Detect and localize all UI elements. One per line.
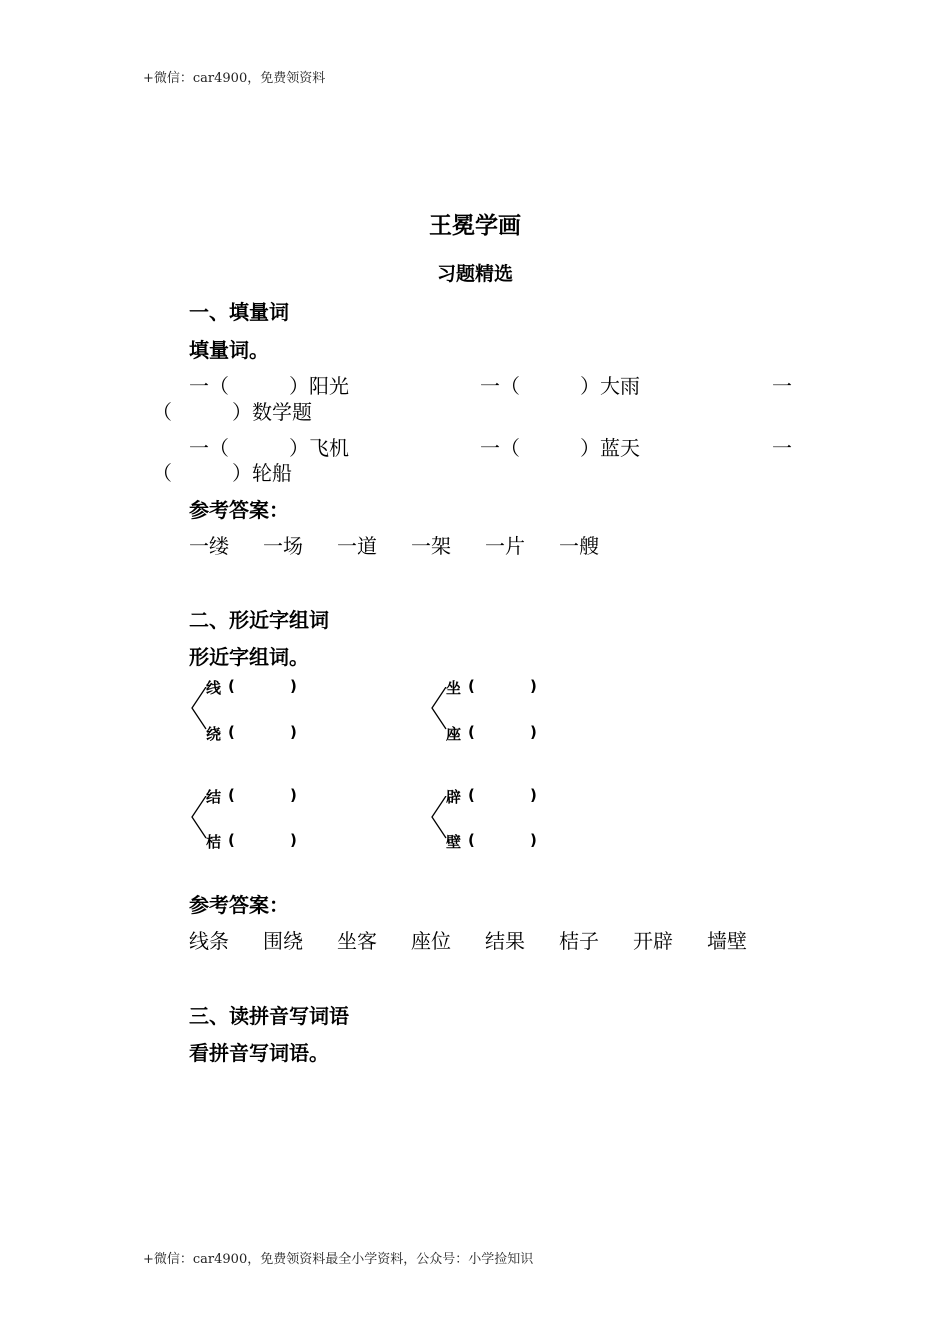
pair-char: 绕	[206, 725, 222, 743]
answer-item: 墙壁	[707, 929, 747, 953]
exercise-item: 一（ ）阳光	[189, 374, 349, 398]
exercise-item: 一（ ）大雨	[480, 374, 640, 398]
exercise-item: 一	[772, 374, 792, 398]
answer-item: 桔子	[559, 929, 599, 953]
pair-bottom	[206, 831, 297, 852]
paren: (	[228, 723, 235, 741]
paren: (	[468, 786, 475, 804]
answer-item: 开辟	[633, 929, 673, 953]
exercise-item: 一（ ）蓝天	[480, 436, 640, 460]
pair-bottom	[206, 723, 297, 744]
answer-item: 一片	[485, 534, 525, 558]
pair-bottom	[446, 831, 537, 852]
header-note: +微信：car4900，免费领资料	[143, 71, 326, 86]
pair-char: 辟	[446, 788, 462, 806]
pair-char: 座	[446, 725, 462, 743]
section2-heading: 二、形近字组词	[189, 608, 329, 632]
pair-top	[206, 786, 297, 807]
pair-bottom	[446, 723, 537, 744]
footer-note: +微信：car4900，免费领资料最全小学资料，公众号：小学捡知识	[143, 1252, 534, 1267]
section1-heading: 一、填量词	[189, 300, 289, 324]
paren: (	[468, 723, 475, 741]
pair-char: 坐	[446, 679, 462, 697]
section2-answer-label: 参考答案：	[189, 893, 289, 917]
pair-top	[446, 677, 537, 698]
section2-answers	[189, 925, 781, 954]
section1-answers	[189, 530, 633, 559]
pair-char: 壁	[446, 833, 462, 851]
paren: (	[468, 677, 475, 695]
section2-instruction: 形近字组词。	[189, 645, 309, 669]
similar-char-pair	[190, 677, 330, 743]
page-subtitle: 习题精选	[436, 263, 513, 285]
paren: )	[290, 786, 297, 804]
section3-heading: 三、读拼音写词语	[189, 1004, 349, 1028]
answer-item: 座位	[411, 929, 451, 953]
pair-top	[446, 786, 537, 807]
answer-item: 坐客	[337, 929, 377, 953]
answer-item: 一架	[411, 534, 451, 558]
section3-instruction: 看拼音写词语。	[189, 1041, 329, 1065]
paren: )	[530, 786, 537, 804]
answer-item: 线条	[189, 929, 229, 953]
paren: )	[290, 831, 297, 849]
similar-char-pair	[190, 786, 330, 851]
pair-char: 线	[206, 679, 222, 697]
answer-item: 一缕	[189, 534, 229, 558]
exercise-item: 一	[772, 436, 792, 460]
paren: )	[530, 677, 537, 695]
page-title: 王冕学画	[429, 212, 521, 239]
paren: )	[530, 831, 537, 849]
answer-item: 结果	[485, 929, 525, 953]
pair-char: 桔	[206, 833, 222, 851]
pair-char: 结	[206, 788, 222, 806]
paren: (	[228, 677, 235, 695]
similar-char-pair	[430, 786, 570, 851]
section1-instruction: 填量词。	[189, 338, 269, 362]
exercise-item: 一（ ）飞机	[189, 436, 349, 460]
answer-item: 一道	[337, 534, 377, 558]
pair-top	[206, 677, 297, 698]
paren: )	[530, 723, 537, 741]
answer-item: 一艘	[559, 534, 599, 558]
paren: (	[228, 786, 235, 804]
paren: )	[290, 723, 297, 741]
section1-answer-label: 参考答案：	[189, 498, 289, 522]
exercise-item: （ ）轮船	[152, 461, 292, 485]
paren: )	[290, 677, 297, 695]
paren: (	[468, 831, 475, 849]
answer-item: 一场	[263, 534, 303, 558]
exercise-item: （ ）数学题	[152, 400, 312, 424]
paren: (	[228, 831, 235, 849]
similar-char-pair	[430, 677, 570, 743]
answer-item: 围绕	[263, 929, 303, 953]
